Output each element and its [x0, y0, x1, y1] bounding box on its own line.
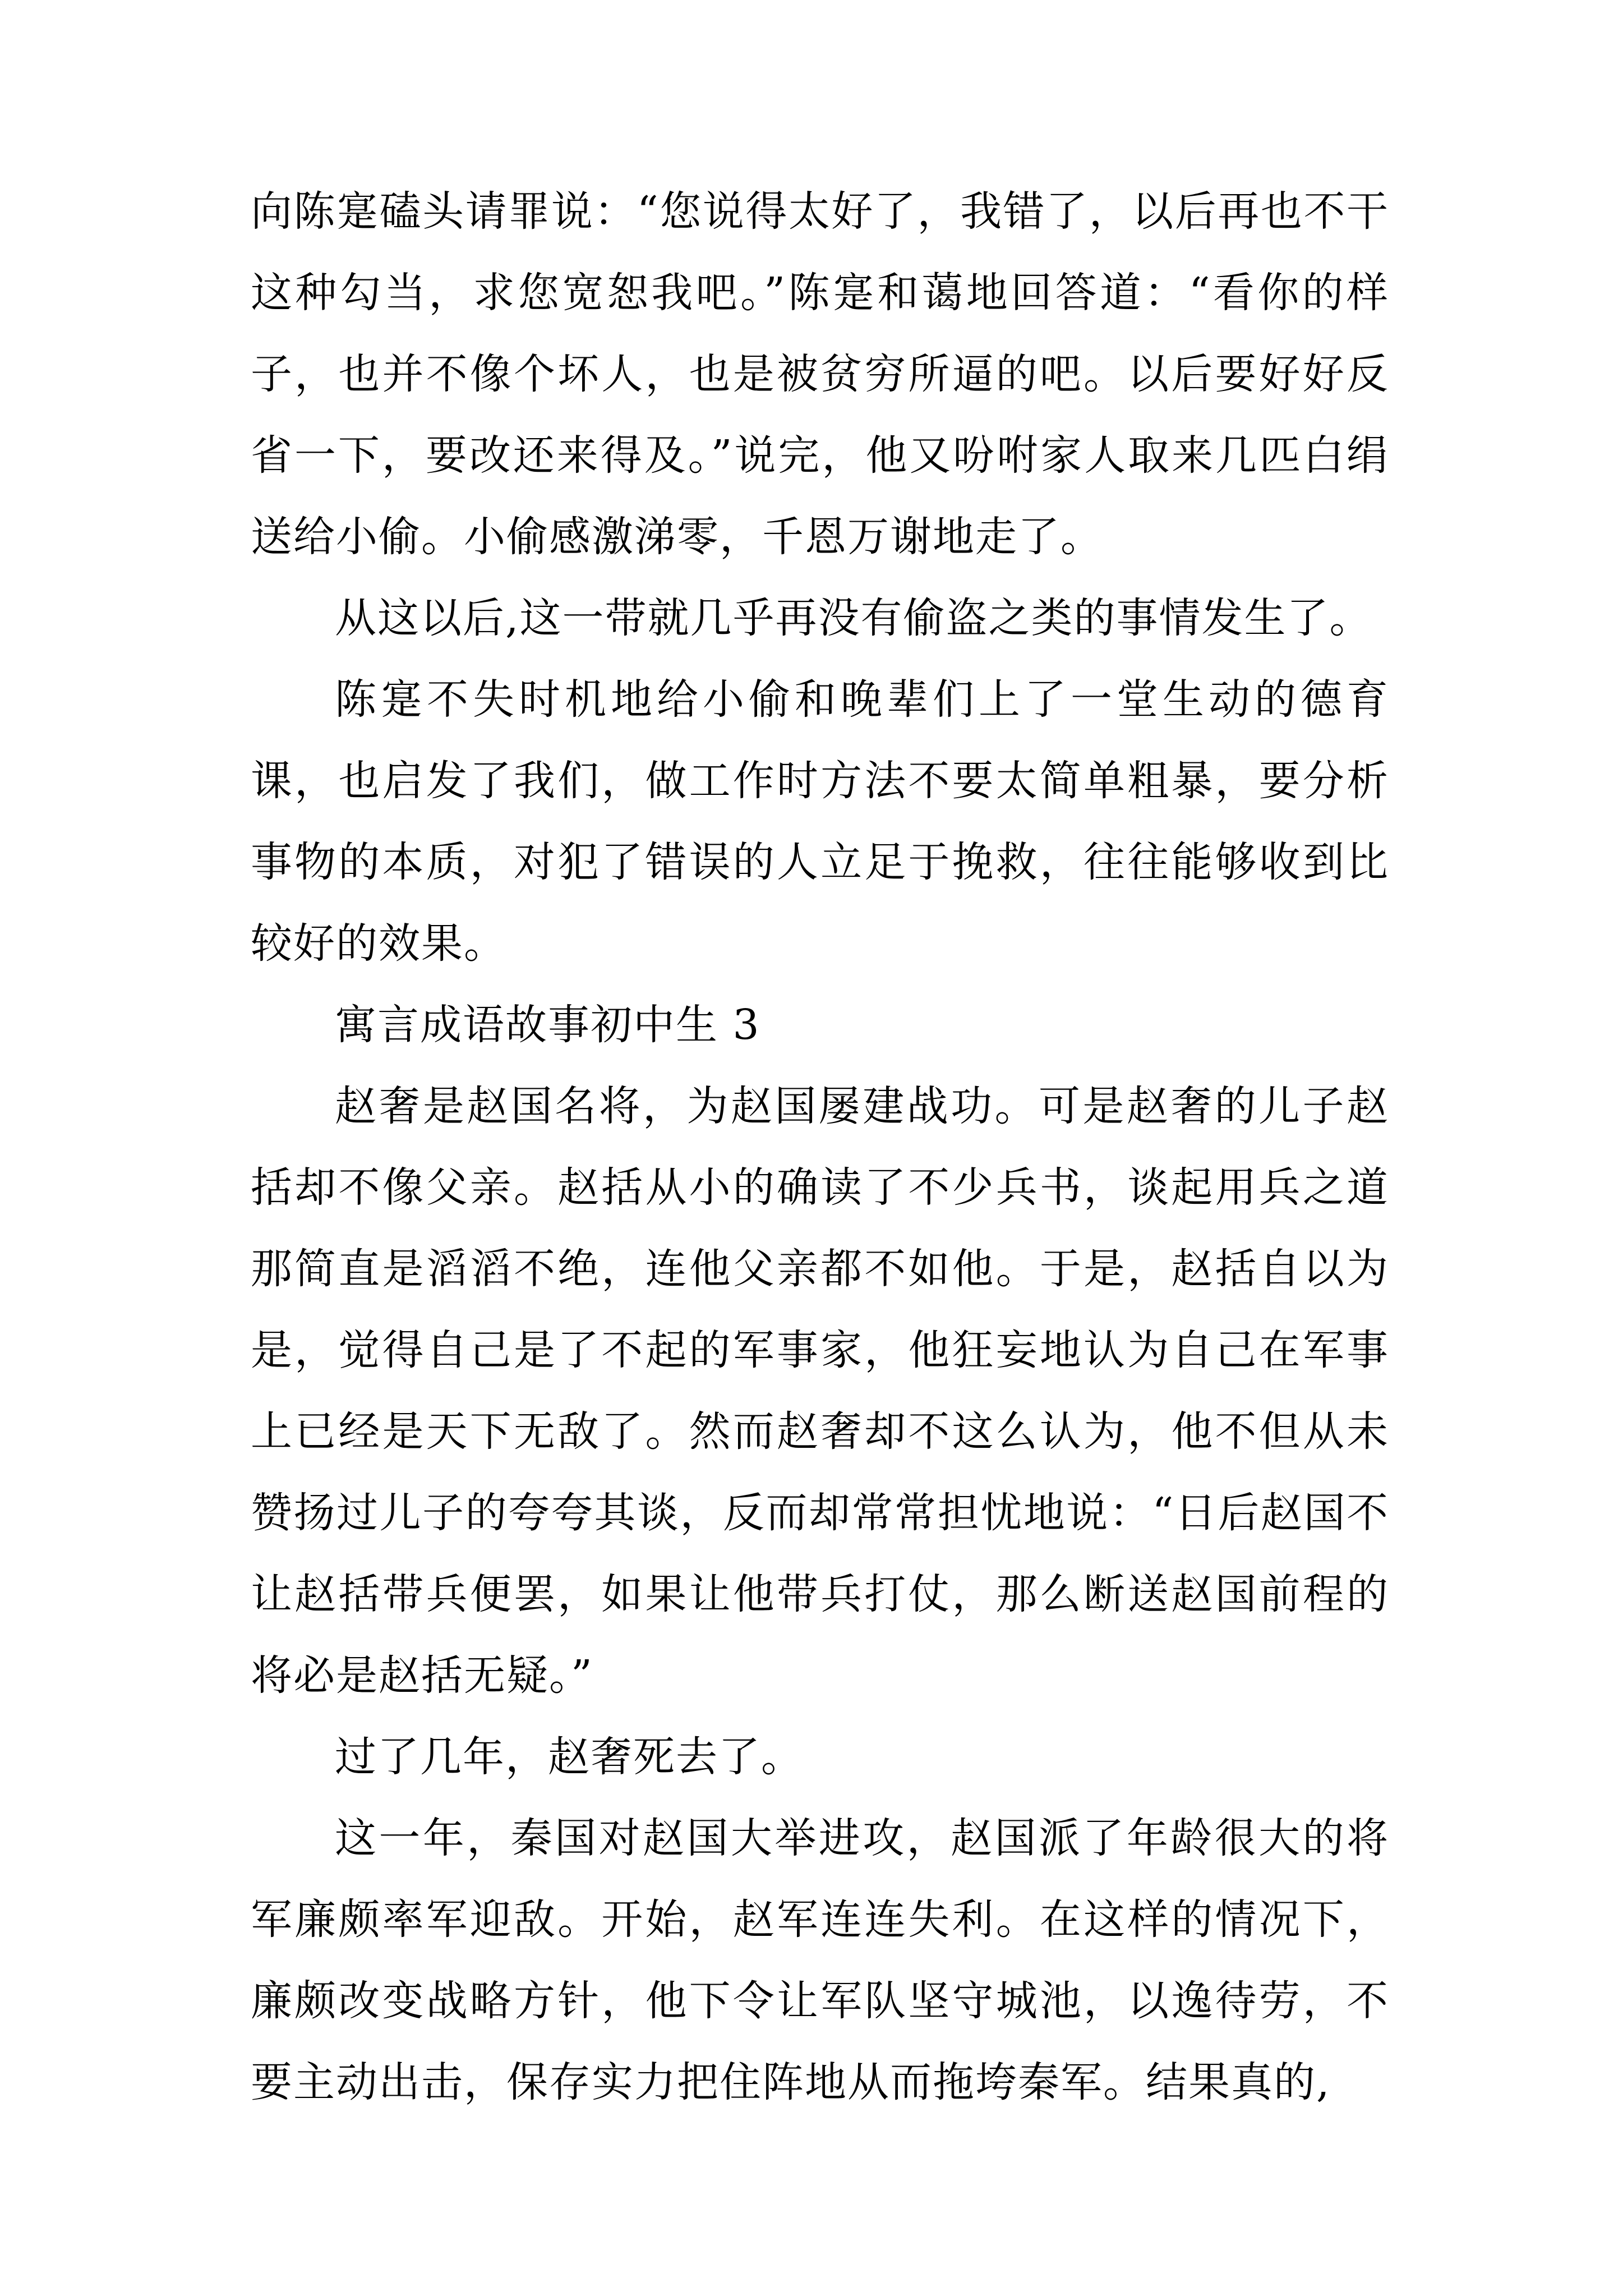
paragraph-5: 过了几年，赵奢死去了。 — [335, 1733, 804, 1781]
document-body — [251, 171, 1389, 2123]
paragraph-2: 从这以后,这一带就几乎再没有偷盗之类的事情发生了。 — [335, 594, 1372, 642]
section-heading: 寓言成语故事初中生 3 — [335, 1001, 760, 1049]
paragraph-3: 陈寔不失时机地给小偷和晚辈们上了一堂生动的德育课，也启发了我们，做工作时方法不要太简单粗暴，要分析事物的本质，对犯了错误的人立足于挽救，往往能够收到比较好的效果。 — [251, 675, 1389, 968]
paragraph-1: 向陈寔磕头请罪说：“您说得太好了，我错了，以后再也不干这种勾当，求您宽恕我吧。”陈寔和蔼地回答道：“看你的样子，也并不像个坏人，也是被贫穷所逼的吧。以后要好好反省一下，要改还来得及。”说完，他又吩咐家人取来几匹白绢送给小偷。小偷感激涕零，千恩万谢地走了。 — [251, 187, 1389, 561]
paragraph-6: 这一年，秦国对赵国大举进攻，赵国派了年龄很大的将军廉颇率军迎敌。开始，赵军连连失利。在这样的情况下，廉颇改变战略方针，他下令让军队坚守城池，以逸待劳，不要主动出击，保存实力把住阵地从而拖垮秦军。结果真的, — [251, 1814, 1389, 2106]
paragraph-4: 赵奢是赵国名将，为赵国屡建战功。可是赵奢的儿子赵括却不像父亲。赵括从小的确读了不少兵书，谈起用兵之道那简直是滔滔不绝，连他父亲都不如他。于是，赵括自以为是，觉得自己是了不起的军事家，他狂妄地认为自己在军事上已经是天下无敌了。然而赵奢却不这么认为，他不但从未赞扬过儿子的夸夸其谈，反而却常常担忧地说：“日后赵国不让赵括带兵便罢，如果让他带兵打仗，那么断送赵国前程的将必是赵括无疑。” — [251, 1082, 1389, 1700]
